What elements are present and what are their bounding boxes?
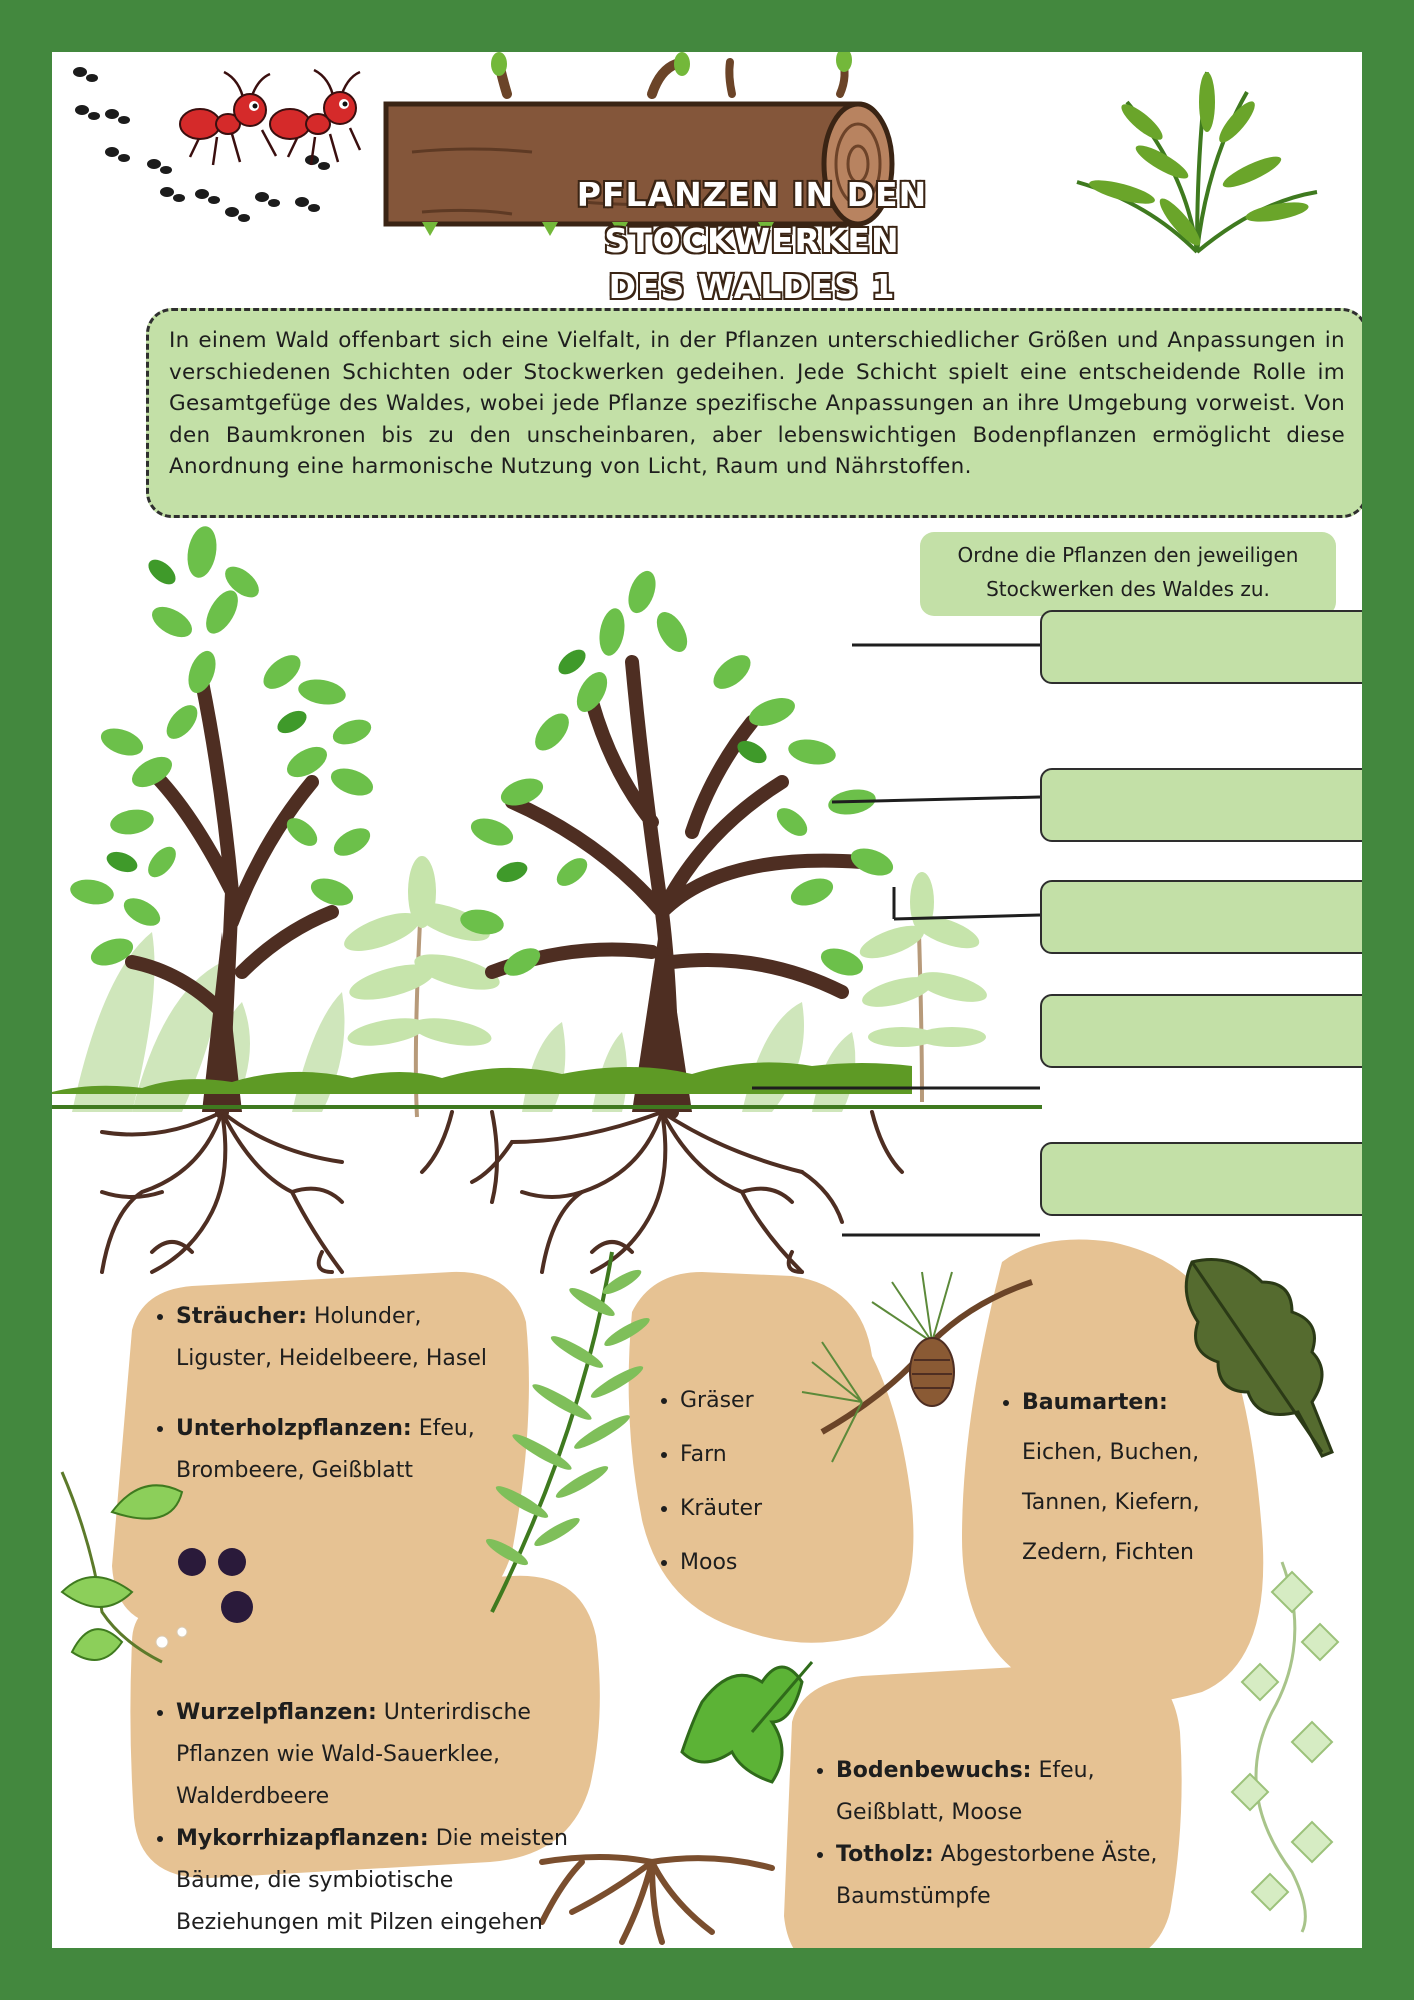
ground-cover-text: Efeu, Geißblatt, Moose [836, 1758, 1095, 1825]
tree-center-icon [458, 567, 897, 1112]
tree-species-label: Baumarten: [1022, 1390, 1168, 1415]
deadwood-text: Abgestorbene Äste, Baumstümpfe [836, 1842, 1158, 1909]
ants-icon [172, 62, 362, 172]
ivy-vine-icon [1222, 1552, 1362, 1942]
fern-icon [1062, 52, 1332, 262]
list-item [176, 1692, 588, 1818]
instruction-line-1: Ordne die Pflanzen den jeweiligen [957, 543, 1299, 567]
root-plants-label: Wurzelpflanzen: [176, 1700, 377, 1725]
list-item [176, 1818, 588, 1944]
answer-box-5[interactable] [1040, 1142, 1362, 1216]
list-item: • Farn [680, 1428, 852, 1482]
answer-box-1[interactable] [1040, 610, 1362, 684]
ground-layer-text [808, 1750, 1208, 1918]
tree-species-text: Eichen, Buchen, Tannen, Kiefern, Zedern, Fichten [1022, 1440, 1200, 1565]
understory-text: Efeu, Brombeere, Geißblatt [176, 1416, 475, 1483]
list-item [176, 1408, 518, 1492]
instruction-line-2: Stockwerken des Waldes zu. [986, 577, 1270, 601]
answer-box-3[interactable] [1040, 880, 1362, 954]
list-item: • Gräser [680, 1374, 852, 1428]
mycorrhiza-label: Mykorrhizapflanzen: [176, 1826, 429, 1851]
ground-cover-label: Bodenbewuchs: [836, 1758, 1032, 1783]
list-item [176, 1296, 518, 1380]
list-item: • Moos [680, 1536, 852, 1590]
mycorrhiza-text: Die meisten Bäume, die symbiotische Beziehungen mit Pilzen eingehen [176, 1826, 568, 1935]
list-item [1022, 1378, 1224, 1578]
deadwood-label: Totholz: [836, 1842, 934, 1867]
herb-layer-text [652, 1374, 852, 1590]
understory-label: Unterholzpflanzen: [176, 1416, 412, 1441]
answer-box-2[interactable] [1040, 768, 1362, 842]
title-line-1: PFLANZEN IN DEN STOCKWERKEN [576, 175, 928, 260]
shrubs-label: Sträucher: [176, 1304, 307, 1329]
intro-text: In einem Wald offenbart sich eine Vielfalt, in der Pflanzen unterschiedlicher Größen und Anpassungen in verschiedenen Schichten oder Stockwerken gedeihen. Jede Schicht spielt eine entscheidende Rolle im Gesamtgefüge des Waldes, wobei jede Pflanze spezifische Anpassungen an ihre Umgebung vorweist. Von den Baumkronen bis zu den unscheinbaren, aber lebenswichtigen Bodenpflanzen ermöglicht diese Anordnung eine harmonische Nutzung von Licht, Raum und Nährstoffen. [169, 328, 1345, 479]
title-line-2: DES WALDES 1 [608, 267, 896, 306]
ivy-leaf-icon [682, 1652, 822, 1792]
list-item [836, 1750, 1208, 1834]
shrub-layer-text [148, 1296, 518, 1492]
root-layer-text [148, 1692, 588, 1944]
list-item: • Kräuter [680, 1482, 852, 1536]
tree-layer-text [994, 1378, 1224, 1578]
forest-layers-illustration [52, 492, 1042, 1272]
answer-box-4[interactable] [1040, 994, 1362, 1068]
page-title [452, 172, 1052, 310]
intro-box [146, 308, 1362, 518]
root-plants-text: Unterirdische Pflanzen wie Wald-Sauerklee, Walderdbeere [176, 1700, 531, 1809]
shrubs-text: Holunder, Liguster, Heidelbeere, Hasel [176, 1304, 487, 1371]
list-item [836, 1834, 1208, 1918]
worksheet [52, 52, 1362, 1948]
